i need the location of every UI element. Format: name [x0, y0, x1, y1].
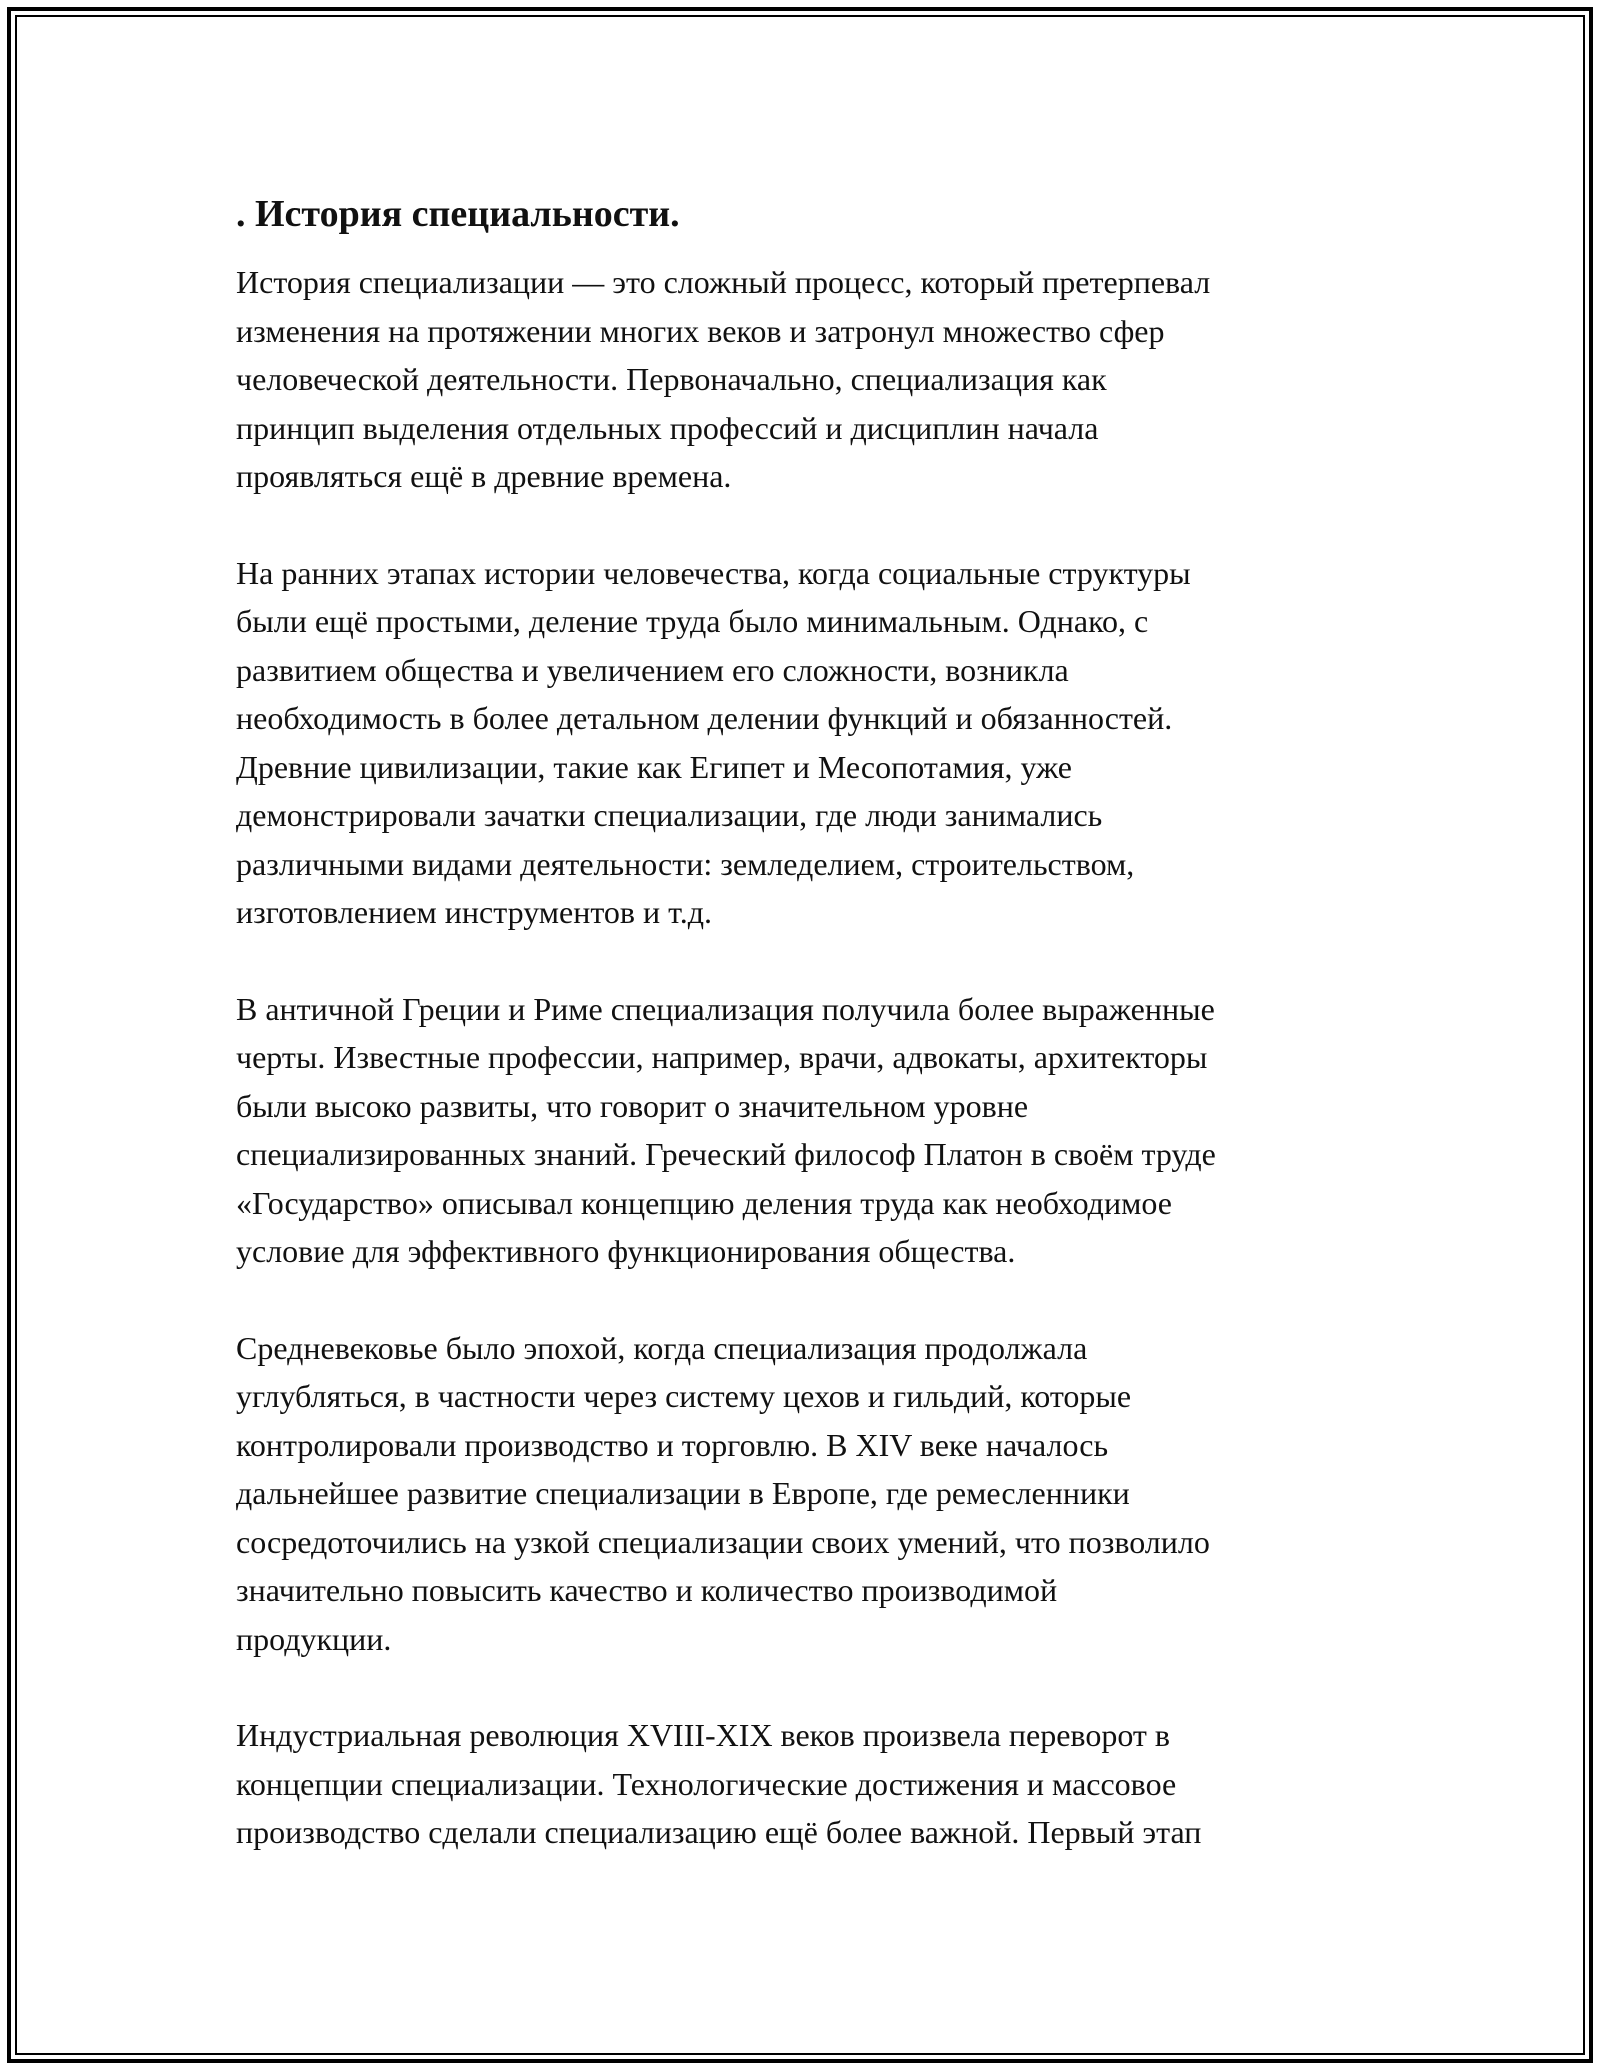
text-line: человеческой деятельности. Первоначально, специализация как [236, 361, 1107, 397]
document-title: . История специальности. [236, 193, 680, 235]
text-line: значительно повысить качество и количество производимой [236, 1572, 1058, 1608]
text-line: контролировали производство и торговлю. В XIV веке началось [236, 1426, 1109, 1463]
text-line: концепции специализации. Технологические достижения и массовое [236, 1765, 1177, 1802]
text-line: продукции. [236, 1620, 392, 1657]
paragraph-5 [236, 1711, 1416, 1857]
text-line: История специализации — это сложный процесс, который претерпевал [236, 264, 1211, 300]
text-line: специализированных знаний. Греческий философ Платон в своём труде [236, 1136, 1216, 1172]
text-line: изготовлением инструментов и т.д. [236, 894, 713, 930]
text-line: были высоко развиты, что говорит о значительном уровне [236, 1087, 1029, 1124]
text-line: различными видами деятельности: земледелием, строительством, [236, 845, 1135, 882]
text-line: проявляться ещё в древние времена. [236, 458, 732, 494]
text-line: сосредоточились на узкой специализации своих умений, что позволило [236, 1523, 1210, 1560]
text-line: были ещё простыми, деление труда было минимальным. Однако, с [236, 603, 1149, 639]
text-line: углубляться, в частности через систему цехов и гильдий, которые [236, 1378, 1132, 1414]
text-line: Древние цивилизации, такие как Египет и Месопотамия, уже [236, 748, 1072, 785]
paragraph-1 [236, 258, 1416, 501]
text-line: развитием общества и увеличением его сложности, возникла [236, 651, 1069, 688]
paragraph-3 [236, 985, 1416, 1276]
text-line: демонстрировали зачатки специализации, где люди занимались [236, 797, 1103, 833]
text-line: принцип выделения отдельных профессий и дисциплин начала [236, 409, 1099, 446]
text-line: На ранних этапах истории человечества, когда социальные структуры [236, 554, 1191, 591]
text-line: Средневековье было эпохой, когда специализация продолжала [236, 1329, 1088, 1366]
document-body [236, 190, 1416, 1905]
text-line: черты. Известные профессии, например, врачи, адвокаты, архитекторы [236, 1039, 1208, 1075]
text-line: производство сделали специализацию ещё более важной. Первый этап [236, 1814, 1202, 1850]
text-line: «Государство» описывал концепцию деления труда как необходимое [236, 1184, 1172, 1221]
text-line: В античной Греции и Риме специализация получила более выраженные [236, 990, 1215, 1027]
text-line: изменения на протяжении многих веков и затронул множество сфер [236, 312, 1165, 349]
text-line: дальнейшее развитие специализации в Европе, где ремесленники [236, 1475, 1130, 1511]
paragraph-4 [236, 1324, 1416, 1664]
paragraph-2 [236, 549, 1416, 937]
text-line: Индустриальная революция XVIII-XIX веков произвела переворот в [236, 1717, 1170, 1753]
text-line: условие для эффективного функционирования общества. [236, 1233, 1016, 1269]
text-line: необходимость в более детальном делении функций и обязанностей. [236, 700, 1173, 736]
